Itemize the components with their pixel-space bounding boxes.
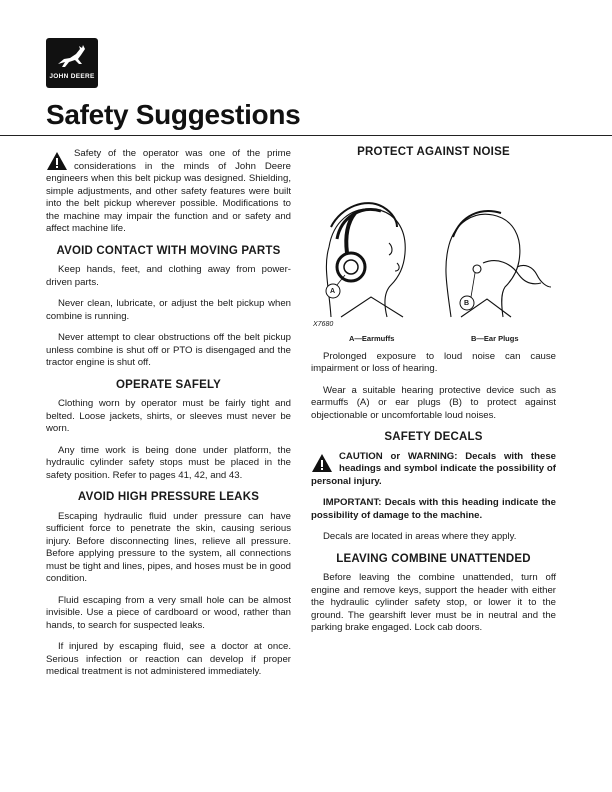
operate-safely-paragraph: Clothing worn by operator must be fairly tight and belted. Loose jackets, shirts, or sleeves must never be worn. [46,398,291,434]
noise-heading: PROTECT AGAINST NOISE [357,146,510,158]
title-divider [0,135,612,136]
moving-parts-paragraph: Keep hands, feet, and clothing away from power-driven parts. [46,264,291,288]
caption-ear-plugs: B—Ear Plugs [471,333,519,343]
intro-block [46,148,291,236]
pressure-leaks-paragraph: Fluid escaping from a very small hole can be almost invisible. Use a piece of cardboard or wood, rather than hands, to search for suspected leaks. [46,594,291,631]
caution-paragraph: CAUTION or WARNING: Decals with these headings and symbol indicate the possibility of personal injury. [311,450,556,487]
noise-paragraph: Prolonged exposure to loud noise can cause impairment or loss of hearing. [311,350,556,374]
noise-paragraph: Wear a suitable hearing protective device such as earmuffs (A) or ear plugs (B) to protect against objectionable or uncomfortable loud noises. [311,384,556,421]
warning-triangle-icon [46,151,68,171]
hearing-protection-illustration [311,167,556,345]
callout-a: A [330,287,336,295]
right-column [311,142,556,644]
important-paragraph: IMPORTANT: Decals with this heading indicate the possibility of damage to the machine. [311,497,556,521]
figure-number: X7680 [313,320,334,328]
moving-parts-heading: AVOID CONTACT WITH MOVING PARTS [56,244,281,257]
decals-location-paragraph: Decals are located in areas where they apply. [323,531,517,542]
operate-safely-heading: OPERATE SAFELY [115,378,222,391]
pressure-leaks-paragraph: If injured by escaping fluid, see a doctor at once. Serious infection or reaction can develop if proper medical treatment is not administered immediately. [46,641,291,677]
warning-triangle-icon [311,453,333,473]
john-deere-logo [46,38,98,88]
intro-paragraph: Safety of the operator was one of the prime considerations in the minds of John Deere engineers when this belt pickup was designed. Shielding, simple adjustments, and other safety features were built into the belt pickup wherever possible. Modifications to the machine may impair the function and or safety and affect machine life. [46,148,291,234]
operate-safely-paragraph: Any time work is being done under platform, the hydraulic cylinder safety stops must be placed in the safety position. Refer to pages 41, 42, and 43. [46,444,291,481]
earmuff-earplug-drawing [311,167,556,345]
pressure-leaks-heading: AVOID HIGH PRESSURE LEAKS [77,491,260,503]
logo-text: JOHN DEERE [49,73,95,80]
left-column [46,142,291,688]
callout-b: B [464,299,470,307]
unattended-paragraph: Before leaving the combine unattended, turn off engine and remove keys, support the header with either the hydraulic cylinder safety stop, or lower it to the ground. The gearshift lever must be in neutral and the parking brake engaged. Lock cab doors. [311,572,556,633]
pressure-leaks-paragraph: Escaping hydraulic fluid under pressure can have sufficient force to penetrate the skin, causing serious injury. Before disconnecting lines, relieve all pressure. Before applying pressure to the system, all connections must be tight and lines, pipes, and hoses must be in good condition. [46,510,291,584]
moving-parts-paragraph: Never clean, lubricate, or adjust the belt pickup when combine is running. [46,298,291,322]
caption-earmuffs: A—Earmuffs [349,333,395,343]
page-title: Safety Suggestions [46,99,301,130]
caution-block [311,451,556,489]
leaping-deer-icon [52,42,92,72]
moving-parts-paragraph: Never attempt to clear obstructions off the belt pickup unless combine is shut off or PTO is disengaged and the tractor engine is shut off. [46,332,291,368]
safety-decals-heading: SAFETY DECALS [384,431,483,443]
unattended-heading: LEAVING COMBINE UNATTENDED [336,552,531,565]
